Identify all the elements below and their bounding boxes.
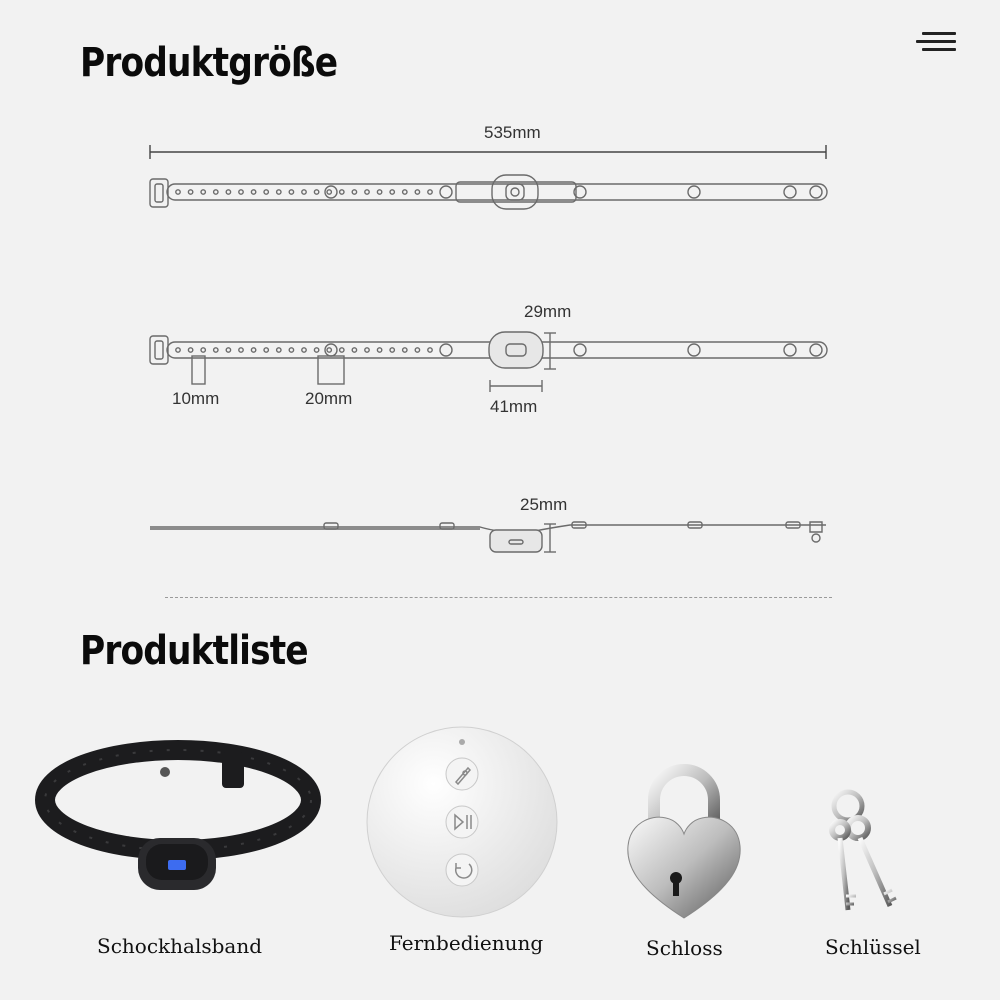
collar-hole bbox=[390, 348, 394, 352]
collar-hole bbox=[289, 348, 293, 352]
collar-hole bbox=[239, 348, 243, 352]
product-caption-collar: Schockhalsband bbox=[97, 934, 263, 958]
collar-side-view bbox=[150, 522, 826, 552]
collar-hole bbox=[440, 186, 452, 198]
collar-hole bbox=[176, 190, 180, 194]
collar-hole bbox=[239, 190, 243, 194]
collar-hole bbox=[440, 344, 452, 356]
collar-hole bbox=[390, 190, 394, 194]
section-divider bbox=[165, 597, 832, 598]
dimension-device-width: 41mm bbox=[490, 397, 538, 416]
collar-hole bbox=[352, 190, 356, 194]
collar-hole bbox=[201, 190, 205, 194]
collar-hole bbox=[188, 348, 192, 352]
collar-hole bbox=[277, 190, 281, 194]
collar-hole bbox=[415, 348, 419, 352]
dimension-device-thickness: 25mm bbox=[520, 495, 568, 514]
section-title-product-size: Produktgröße bbox=[80, 40, 338, 86]
collar-hole bbox=[302, 348, 306, 352]
product-caption-remote: Fernbedienung bbox=[389, 931, 544, 955]
collar-hole bbox=[277, 348, 281, 352]
collar-hole bbox=[327, 190, 331, 194]
collar-hole bbox=[377, 348, 381, 352]
dimension-hole-spacing-large: 20mm bbox=[305, 389, 353, 408]
collar-hole bbox=[214, 190, 218, 194]
product-caption-keys: Schlüssel bbox=[825, 935, 921, 959]
collar-hole bbox=[688, 186, 700, 198]
dimension-device-height: 29mm bbox=[524, 302, 572, 321]
collar-hole bbox=[403, 190, 407, 194]
collar-hole bbox=[201, 348, 205, 352]
collar-hole bbox=[226, 190, 230, 194]
collar-hole bbox=[314, 348, 318, 352]
collar-hole bbox=[251, 190, 255, 194]
collar-hole bbox=[365, 348, 369, 352]
dimension-total-length: 535mm bbox=[484, 123, 541, 142]
product-images bbox=[0, 700, 1000, 940]
collar-hole bbox=[176, 348, 180, 352]
remote-control-image bbox=[367, 727, 557, 917]
collar-hole bbox=[415, 190, 419, 194]
collar-hole bbox=[428, 348, 432, 352]
collar-hole bbox=[377, 190, 381, 194]
collar-hole bbox=[784, 186, 796, 198]
collar-hole bbox=[314, 190, 318, 194]
collar-hole bbox=[188, 190, 192, 194]
collar-hole bbox=[214, 348, 218, 352]
collar-hole bbox=[226, 348, 230, 352]
collar-hole bbox=[810, 186, 822, 198]
collar-top-view bbox=[150, 175, 827, 209]
heart-lock-image bbox=[628, 770, 740, 918]
dimension-hole-spacing-small: 10mm bbox=[172, 389, 220, 408]
collar-hole bbox=[784, 344, 796, 356]
collar-hole bbox=[365, 190, 369, 194]
collar-hole bbox=[264, 348, 268, 352]
collar-hole bbox=[403, 348, 407, 352]
section-title-product-list: Produktliste bbox=[80, 628, 308, 674]
collar-hole bbox=[289, 190, 293, 194]
keys-image bbox=[832, 792, 896, 910]
collar-hole bbox=[302, 190, 306, 194]
collar-hole bbox=[327, 348, 331, 352]
collar-hole bbox=[688, 344, 700, 356]
collar-hole bbox=[574, 344, 586, 356]
collar-hole bbox=[352, 348, 356, 352]
shock-collar-image bbox=[45, 750, 311, 890]
collar-hole bbox=[264, 190, 268, 194]
collar-hole bbox=[340, 190, 344, 194]
collar-hole bbox=[810, 344, 822, 356]
collar-hole bbox=[340, 348, 344, 352]
collar-hole bbox=[251, 348, 255, 352]
collar-dimension-view bbox=[150, 332, 827, 392]
collar-hole bbox=[428, 190, 432, 194]
product-caption-lock: Schloss bbox=[646, 936, 723, 960]
